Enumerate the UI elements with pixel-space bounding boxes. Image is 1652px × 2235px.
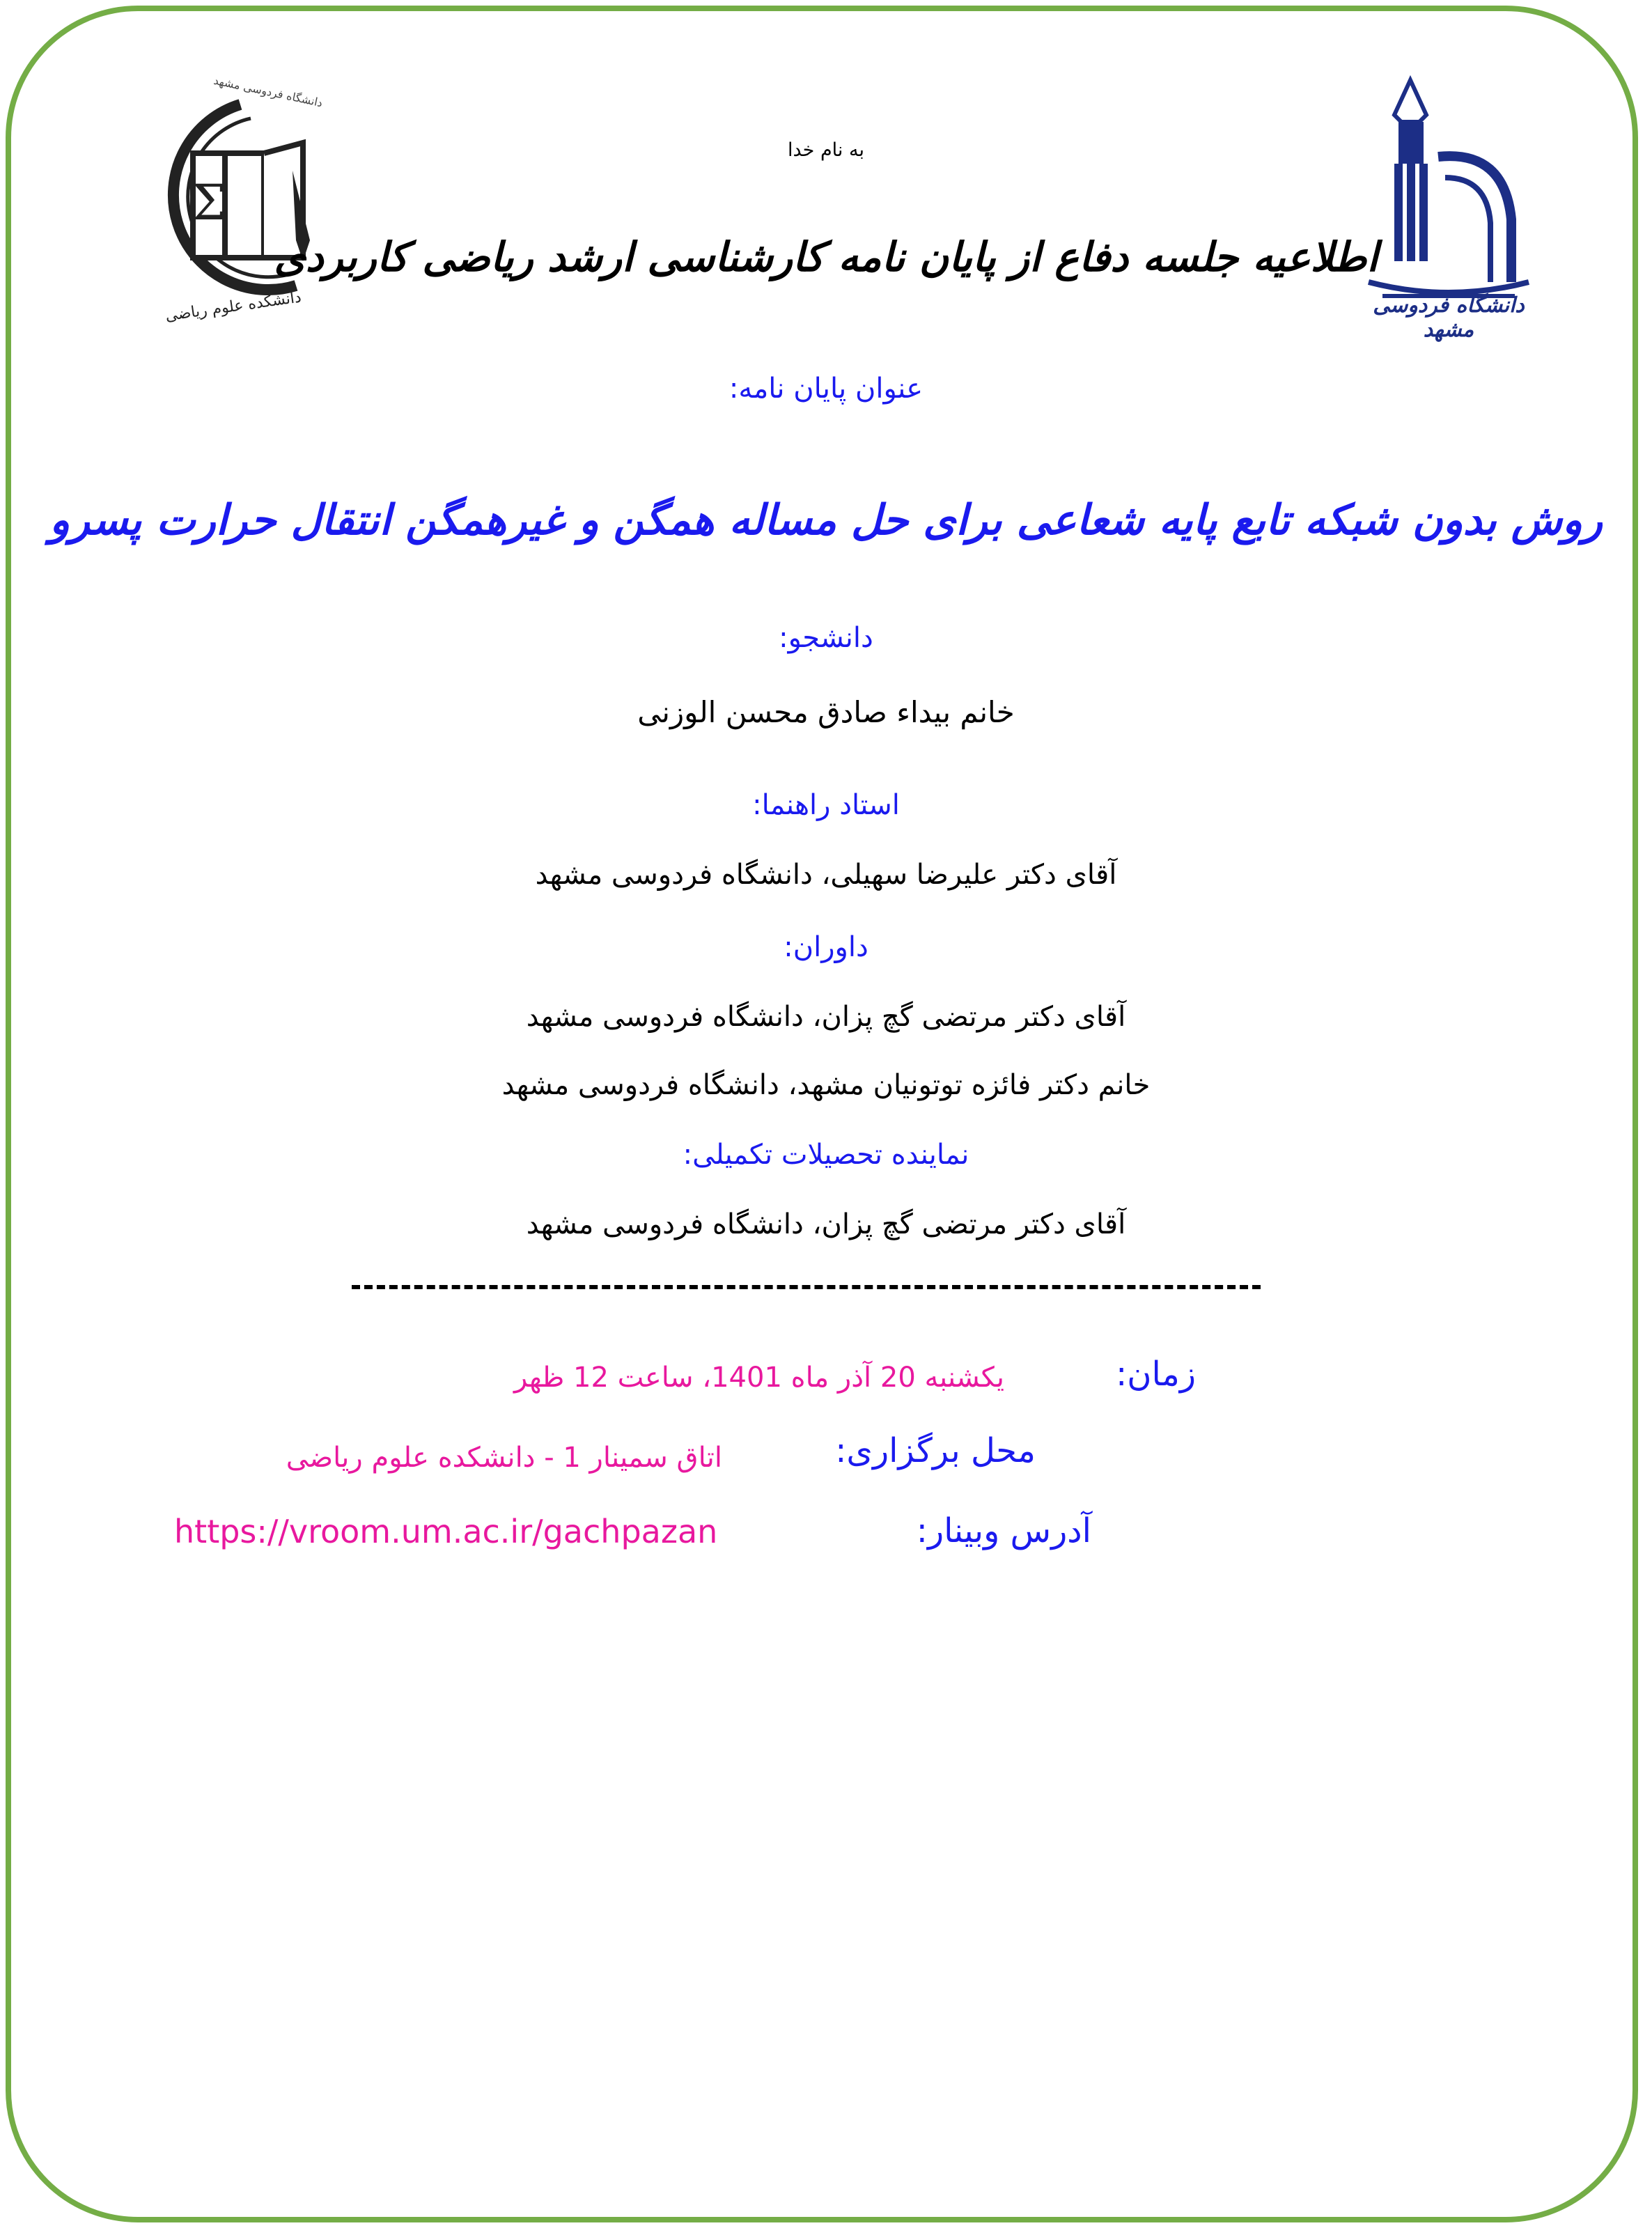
university-logo-caption: دانشگاه فردوسی مشهد (1373, 293, 1525, 342)
bismillah-text: به نام خدا (788, 139, 864, 161)
faculty-logo-caption: دانشکده علوم ریاضی (164, 288, 303, 325)
advisor-name: آقای دکتر علیرضا سهیلی، دانشگاه فردوسی مشهد (535, 859, 1117, 891)
time-label: زمان: (1116, 1355, 1196, 1394)
webinar-link[interactable]: https://vroom.um.ac.ir/gachpazan (174, 1513, 718, 1550)
faculty-logo (136, 73, 338, 341)
thesis-title: روش بدون شبکه تابع پایه شعاعی برای حل مساله همگن و غیرهمگن انتقال حرارت پسرو (49, 496, 1603, 545)
referees-label: داوران: (784, 931, 868, 963)
venue-value: اتاق سمینار 1 - دانشکده علوم ریاضی (286, 1442, 722, 1474)
time-value: یکشنبه 20 آذر ماه 1401، ساعت 12 ظهر (513, 1362, 1004, 1394)
svg-text:Σ: Σ (192, 174, 226, 231)
advisor-label: استاد راهنما: (752, 789, 900, 821)
separator-line (352, 1285, 1261, 1289)
student-label: دانشجو: (779, 622, 873, 654)
referee-item: آقای دکتر مرتضی گچ پزان، دانشگاه فردوسی مشهد (526, 1001, 1126, 1033)
representative-name: آقای دکتر مرتضی گچ پزان، دانشگاه فردوسی مشهد (526, 1208, 1126, 1240)
university-emblem-icon (1344, 73, 1553, 331)
thesis-title-label: عنوان پایان نامه: (728, 373, 924, 405)
announcement-title: اطلاعیه جلسه دفاع از پایان نامه کارشناسی ارشد ریاضی کاربردی (274, 233, 1378, 281)
faculty-logo-top-caption: دانشگاه فردوسی مشهد (212, 73, 324, 110)
referee-item: خانم دکتر فائزه توتونیان مشهد، دانشگاه فردوسی مشهد (501, 1069, 1151, 1101)
representative-label: نماینده تحصیلات تکمیلی: (683, 1139, 969, 1171)
venue-label: محل برگزاری: (835, 1431, 1036, 1470)
university-logo (1344, 73, 1553, 342)
student-name: خانم بیداء صادق محسن الوزنی (637, 695, 1015, 729)
webinar-label: آدرس وبینار: (916, 1511, 1091, 1550)
